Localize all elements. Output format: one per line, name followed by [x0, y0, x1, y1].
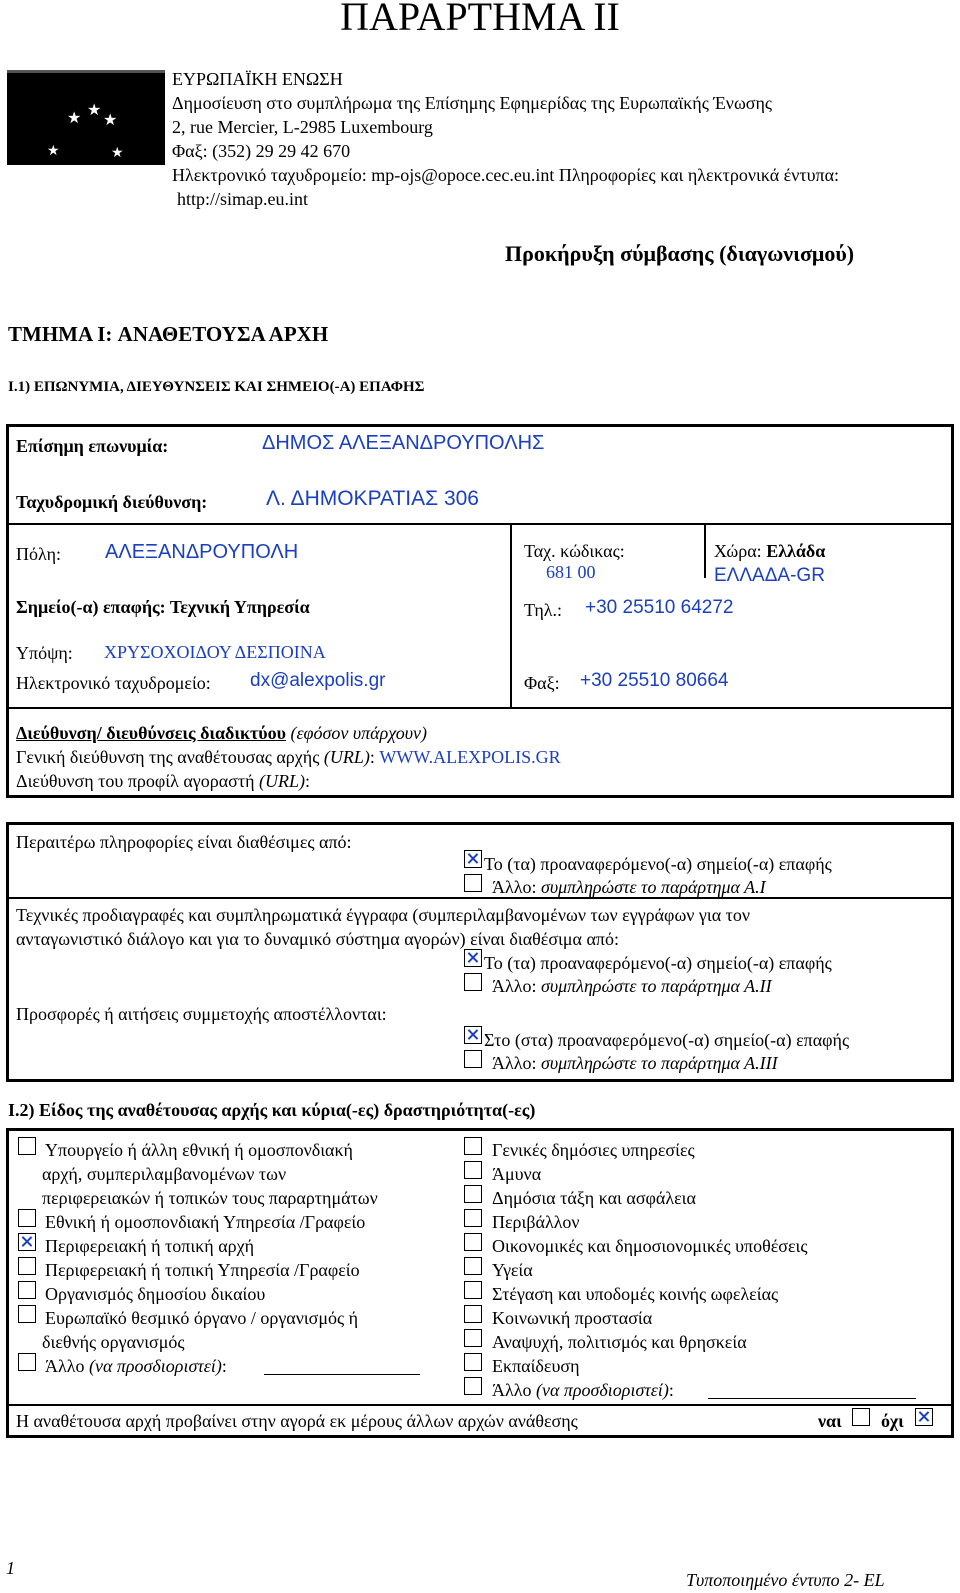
tenders-label: Προσφορές ή αιτήσεις συμμετοχής αποστέλλονται: [16, 1004, 387, 1024]
profile-url-label: Διεύθυνση του προφίλ αγοραστή [16, 771, 255, 791]
activity-environment-checkbox[interactable] [464, 1209, 482, 1227]
on-behalf-yes-label: ναι [818, 1411, 842, 1431]
further-contact-checkbox[interactable] [464, 850, 482, 868]
type-public-law-checkbox[interactable] [18, 1281, 36, 1299]
type-other-colon: : [221, 1356, 227, 1376]
activity-other-note: (να προσδιοριστεί) [535, 1380, 669, 1400]
type-national-agency: Εθνική ή ομοσπονδιακή Υπηρεσία /Γραφείο [45, 1212, 366, 1232]
header-publication: Δημοσίευση στο συμπλήρωμα της Επίσημης Εφημερίδας της Ευρωπαϊκής Ένωσης [172, 93, 773, 113]
svg-text:★: ★ [87, 102, 102, 119]
official-name-value: ΔΗΜΟΣ ΑΛΕΞΑΝΔΡΟΥΠΟΛΗΣ [262, 432, 545, 454]
activity-other-colon: : [668, 1380, 674, 1400]
type-european-line2: διεθνής οργανισμός [42, 1332, 185, 1352]
tenders-contact-checkbox[interactable] [464, 1026, 482, 1044]
divider [510, 523, 512, 707]
eu-flag-logo [7, 73, 165, 165]
activity-health: Υγεία [492, 1260, 533, 1280]
tenders-contact-option: Στο (στα) προαναφερόμενο(-α) σημείο(-α) επαφής [484, 1030, 850, 1050]
type-ministry-line3: περιφερειακών ή τοπικών τους παραρτημάτων [42, 1188, 378, 1208]
notice-title: Προκήρυξη σύμβασης (διαγωνισμού) [505, 241, 855, 266]
divider [6, 707, 954, 709]
divider [6, 1404, 954, 1406]
type-other-wrap [45, 1355, 227, 1377]
activity-economic: Οικονομικές και δημοσιονομικές υποθέσεις [492, 1236, 808, 1256]
header-fax: Φαξ: (352) 29 29 42 670 [172, 141, 351, 161]
eu-flag-icon [7, 73, 165, 165]
page-number: 1 [6, 1558, 15, 1578]
activity-public-order: Δημόσια τάξη και ασφάλεια [492, 1188, 696, 1208]
type-public-law: Οργανισμός δημοσίου δικαίου [45, 1284, 266, 1304]
phone-value: +30 25510 64272 [585, 597, 734, 618]
email-label: Ηλεκτρονικό ταχυδρομείο: [16, 673, 211, 693]
header-url[interactable]: http://simap.eu.int [177, 189, 308, 209]
page-title: ΠΑΡΑΡΤΗΜΑ II [340, 0, 620, 39]
country-code: ΕΛΛΑΔΑ-GR [714, 565, 825, 586]
tenders-other-wrap [492, 1052, 778, 1074]
activity-recreation-checkbox[interactable] [464, 1329, 482, 1347]
fax-label: Φαξ: [524, 673, 560, 693]
specs-other-label: Άλλο: [492, 976, 541, 996]
svg-text:★: ★ [111, 146, 124, 161]
general-url-wrap: Γενική διεύθυνση της αναθέτουσας αρχής (URL): WWW.ALEXPOLIS.GR [16, 747, 561, 767]
internet-title-note: (εφόσον υπάρχουν) [290, 723, 428, 743]
email-value[interactable]: dx@alexpolis.gr [250, 670, 386, 691]
attention-label: Υπόψη: [16, 643, 73, 663]
phone-label: Τηλ.: [524, 600, 562, 620]
postcode-value: 681 00 [546, 562, 596, 582]
divider [6, 523, 954, 525]
contact-point-label: Σημείο(-α) επαφής: [16, 597, 166, 617]
further-other-label: Άλλο: [492, 877, 541, 897]
fax-value: +30 25510 80664 [580, 670, 729, 691]
activity-social: Κοινωνική προστασία [492, 1308, 653, 1328]
specs-label-2: ανταγωνιστικό διάλογο και για το δυναμικό σύστημα αγορών) είναι διαθέσιμα από: [16, 929, 619, 949]
attention-value: ΧΡΥΣΟΧΟΙΔΟΥ ΔΕΣΠΟΙΝΑ [104, 642, 326, 662]
profile-url-wrap: Διεύθυνση του προφίλ αγοραστή (URL): [16, 771, 311, 791]
contact-point-wrap [16, 596, 310, 618]
postal-address-value: Λ. ΔΗΜΟΚΡΑΤΙΑΣ 306 [266, 487, 479, 510]
type-european-line1: Ευρωπαϊκό θεσμικό όργανο / οργανισμός ή [45, 1308, 359, 1328]
tenders-other-checkbox[interactable] [464, 1050, 482, 1068]
activity-environment: Περιβάλλον [492, 1212, 580, 1232]
type-other-label: Άλλο [45, 1356, 89, 1376]
on-behalf-yes-checkbox[interactable] [852, 1408, 870, 1426]
section-i1-title: I.1) ΕΠΩΝΥΜΙΑ, ΔΙΕΥΘΥΝΣΕΙΣ ΚΑΙ ΣΗΜΕΙΟ(-Α) ΕΠΑΦΗΣ [8, 379, 425, 395]
further-other-checkbox[interactable] [464, 874, 482, 892]
type-european-checkbox[interactable] [18, 1305, 36, 1323]
country-label-wrap [714, 540, 825, 562]
activity-defence: Άμυνα [492, 1164, 542, 1184]
activity-housing: Στέγαση και υποδομές κοινής ωφελείας [492, 1284, 779, 1304]
internet-title: Διεύθυνση/ διευθύνσεις διαδικτύου [16, 723, 286, 743]
type-other-fill-line[interactable] [264, 1374, 420, 1375]
postcode-label: Ταχ. κώδικας: [524, 541, 625, 561]
further-contact-option: Το (τα) προαναφερόμενο(-α) σημείο(-α) επαφής [484, 854, 832, 874]
specs-other-note: συμπληρώστε το παράρτημα Α.II [540, 976, 772, 996]
on-behalf-label: Η αναθέτουσα αρχή προβαίνει στην αγορά εκ μέρους άλλων αρχών ανάθεσης [16, 1411, 578, 1431]
type-regional-authority: Περιφερειακή ή τοπική αρχή [45, 1236, 255, 1256]
postal-address-label: Ταχυδρομική διεύθυνση: [16, 492, 208, 512]
general-url-label: Γενική διεύθυνση της αναθέτουσας αρχής [16, 747, 320, 767]
activity-defence-checkbox[interactable] [464, 1161, 482, 1179]
tenders-other-label: Άλλο: [492, 1053, 541, 1073]
activity-other-checkbox[interactable] [464, 1377, 482, 1395]
city-value: ΑΛΕΞΑΝΔΡΟΥΠΟΛΗ [105, 541, 299, 563]
further-info-label: Περαιτέρω πληροφορίες είναι διαθέσιμες από: [16, 832, 352, 852]
activity-other-fill-line[interactable] [708, 1398, 916, 1399]
specs-label-1: Τεχνικές προδιαγραφές και συμπληρωματικά έγγραφα (συμπεριλαμβανομένων των εγγράφων για τον [16, 905, 751, 925]
further-other-wrap [492, 876, 766, 898]
type-national-agency-checkbox[interactable] [18, 1209, 36, 1227]
on-behalf-no-checkbox[interactable] [915, 1408, 933, 1426]
contact-point-value: Τεχνική Υπηρεσία [169, 597, 310, 617]
specs-other-wrap [492, 975, 772, 997]
official-name-label: Επίσημη επωνυμία: [16, 436, 169, 456]
country-label: Χώρα: [714, 541, 762, 561]
svg-text:★: ★ [103, 112, 118, 129]
header-eu: ΕΥΡΩΠΑΪΚΗ ΕΝΩΣΗ [172, 69, 343, 89]
type-regional-authority-checkbox[interactable] [18, 1233, 36, 1251]
type-regional-agency: Περιφερειακή ή τοπική Υπηρεσία /Γραφείο [45, 1260, 360, 1280]
general-url-value[interactable]: WWW.ALEXPOLIS.GR [379, 747, 561, 767]
type-other-checkbox[interactable] [18, 1353, 36, 1371]
specs-contact-checkbox[interactable] [464, 949, 482, 967]
internet-title-wrap [16, 722, 427, 744]
header-address: 2, rue Mercier, L-2985 Luxembourg [172, 117, 433, 137]
activity-housing-checkbox[interactable] [464, 1281, 482, 1299]
type-ministry-checkbox[interactable] [18, 1137, 36, 1155]
type-regional-agency-checkbox[interactable] [18, 1257, 36, 1275]
on-behalf-no-label: όχι [881, 1411, 904, 1431]
header-email: Ηλεκτρονικό ταχυδρομείο: mp-ojs@opoce.cec.eu.int Πληροφορίες και ηλεκτρονικά έντυπα: [172, 165, 840, 185]
activity-health-checkbox[interactable] [464, 1257, 482, 1275]
activity-other-wrap [492, 1379, 674, 1401]
activity-recreation: Αναψυχή, πολιτισμός και θρησκεία [492, 1332, 747, 1352]
activity-social-checkbox[interactable] [464, 1305, 482, 1323]
specs-contact-option: Το (τα) προαναφερόμενο(-α) σημείο(-α) επαφής [484, 953, 832, 973]
form-name: Τυποποιημένο έντυπο 2- EL [686, 1570, 885, 1590]
section-i2-title: I.2) Είδος της αναθέτουσας αρχής και κύρια(-ες) δραστηριότητα(-ες) [8, 1100, 536, 1120]
activity-public-order-checkbox[interactable] [464, 1185, 482, 1203]
specs-other-checkbox[interactable] [464, 973, 482, 991]
section-title: ΤΜΗΜΑ I: ΑΝΑΘΕΤΟΥΣΑ ΑΡΧΗ [8, 322, 329, 346]
country-value: Ελλάδα [766, 541, 826, 561]
type-other-note: (να προσδιοριστεί) [88, 1356, 222, 1376]
general-url-tag: (URL) [323, 747, 370, 767]
city-label: Πόλη: [16, 544, 61, 564]
profile-url-tag: (URL) [259, 771, 305, 791]
tenders-other-note: συμπληρώστε το παράρτημα Α.III [540, 1053, 778, 1073]
activity-education-checkbox[interactable] [464, 1353, 482, 1371]
activity-education: Εκπαίδευση [492, 1356, 580, 1376]
activity-economic-checkbox[interactable] [464, 1233, 482, 1251]
activity-other-label: Άλλο [492, 1380, 536, 1400]
svg-text:★: ★ [47, 144, 60, 159]
activity-general: Γενικές δημόσιες υπηρεσίες [492, 1140, 695, 1160]
svg-text:★: ★ [67, 110, 82, 127]
type-ministry-line1: Υπουργείο ή άλλη εθνική ή ομοσπονδιακή [45, 1140, 353, 1160]
divider [6, 897, 954, 899]
further-other-note: συμπληρώστε το παράρτημα Α.I [540, 877, 766, 897]
activity-general-checkbox[interactable] [464, 1137, 482, 1155]
divider [704, 523, 706, 578]
type-ministry-line2: αρχή, συμπεριλαμβανομένων των [42, 1164, 287, 1184]
